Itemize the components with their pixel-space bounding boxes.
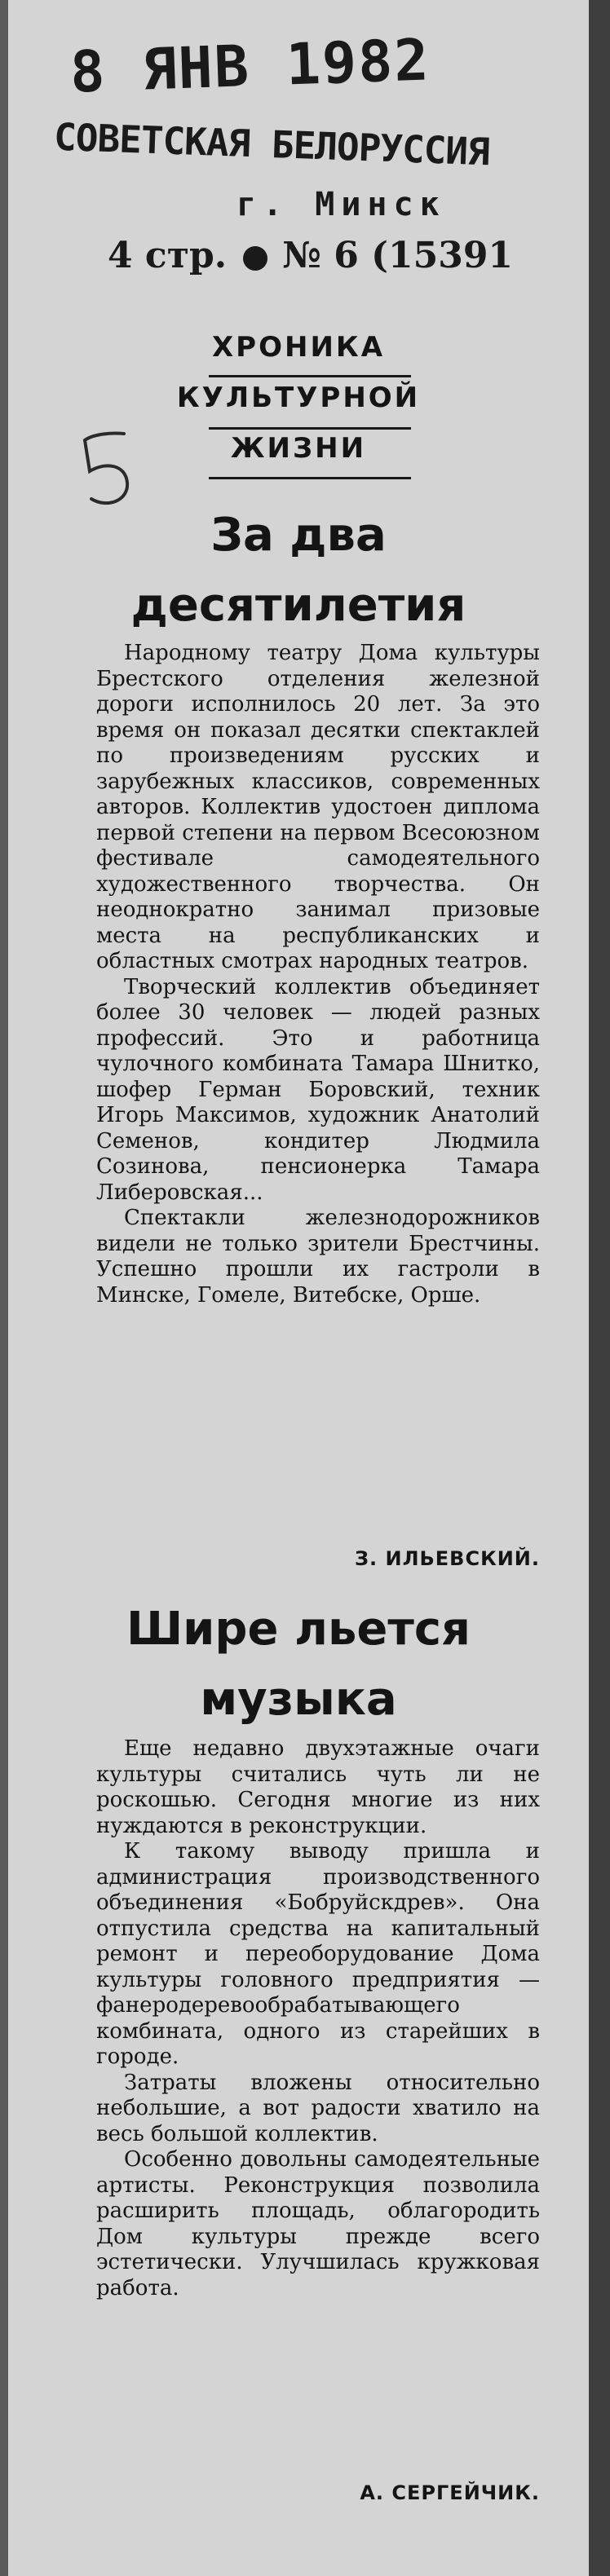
rubric-rule <box>209 477 411 479</box>
article-1-paragraph: Спектакли железнодорожников видели не только зрители Брестчины. Успешно прошли их гастроли в Минске, Гомеле, Витебске, Орше. <box>96 1206 540 1308</box>
rubric-line-1: ХРОНИКА <box>211 331 386 364</box>
rubric-rule <box>209 375 411 377</box>
article-2-body <box>96 1736 540 2301</box>
article-2-paragraph: Особенно довольны самодеятельные артисты. Реконструкция позволила расширить площадь, облагородить Дом культуры прежде всего эстетически. Улучшилась кружковая работа. <box>96 2147 540 2300</box>
article-1-title-line-1: За два <box>210 509 387 562</box>
article-2-title-line-1: Шире льется <box>126 1603 471 1656</box>
article-1-author: З. ИЛЬЕВСКИЙ. <box>354 1547 540 1570</box>
background-right <box>586 0 610 2576</box>
archive-stamp <box>33 0 571 277</box>
rubric-heading <box>8 322 589 474</box>
rubric-line-3: ЖИЗНИ <box>230 432 367 465</box>
article-1-body <box>96 641 540 1308</box>
article-1-paragraph: Творческий коллектив объединяет более 30 человек — людей разных профессий. Это и работница чулочного комбината Тамара Шнитко, шофер Герман Боровский, техник Игорь Максимов, художник Анатолий Семенов, кондитер Людмила Созинова, пенсионерка Тамара Либеровская... <box>96 974 540 1205</box>
rubric-rule <box>209 427 411 430</box>
article-1-title-line-2: десятилетия <box>130 579 466 632</box>
stamp-city: г. Минск <box>236 186 446 223</box>
newspaper-clipping <box>8 0 589 2576</box>
rubric-line-2: КУЛЬТУРНОЙ <box>176 382 421 414</box>
article-2-paragraph: К такому выводу пришла и администрация производственного объединения «Бобруйскдрев». Она отпустила средства на капитальный ремонт и переоборудование Дома культуры головного предприятия — фанеродеревообрабатывающего комбината, одного из старейших в городе. <box>96 1839 540 2069</box>
stamp-page: 4 стр. <box>108 235 228 276</box>
stamp-issue-number: № 6 (15391 <box>282 235 514 276</box>
stamp-issue-line <box>108 235 513 276</box>
article-2-author: А. СЕРГЕЙЧИК. <box>360 2481 540 2504</box>
article-2-paragraph: Затраты вложены относительно небольшие, а вот радости хватило на весь большой коллектив. <box>96 2070 540 2146</box>
stamp-date: 8 ЯНВ 1982 <box>69 26 431 106</box>
bullet-icon <box>243 246 267 271</box>
article-1-title <box>8 501 589 641</box>
article-2-paragraph: Еще недавно двухэтажные очаги культуры считались чуть ли не роскошью. Сегодня многие из них нуждаются в реконструкции. <box>96 1736 540 1838</box>
stamp-newspaper-name: СОВЕТСКАЯ БЕЛОРУССИЯ <box>53 114 490 174</box>
article-2-title <box>8 1595 589 1735</box>
article-2-title-line-2: музыка <box>200 1673 397 1726</box>
article-1-paragraph: Народному театру Дома культуры Брестского отделения железной дороги исполнилось 20 лет. За это время он показал десятки спектаклей по произведениям русских и зарубежных классиков, современных авторов. Коллектив удостоен диплома первой степени на первом Всесоюзном фестивале самодеятельного художественного творчества. Он неоднократно занимал призовые места на республиканских и областных смотрах народных театров. <box>96 641 540 973</box>
